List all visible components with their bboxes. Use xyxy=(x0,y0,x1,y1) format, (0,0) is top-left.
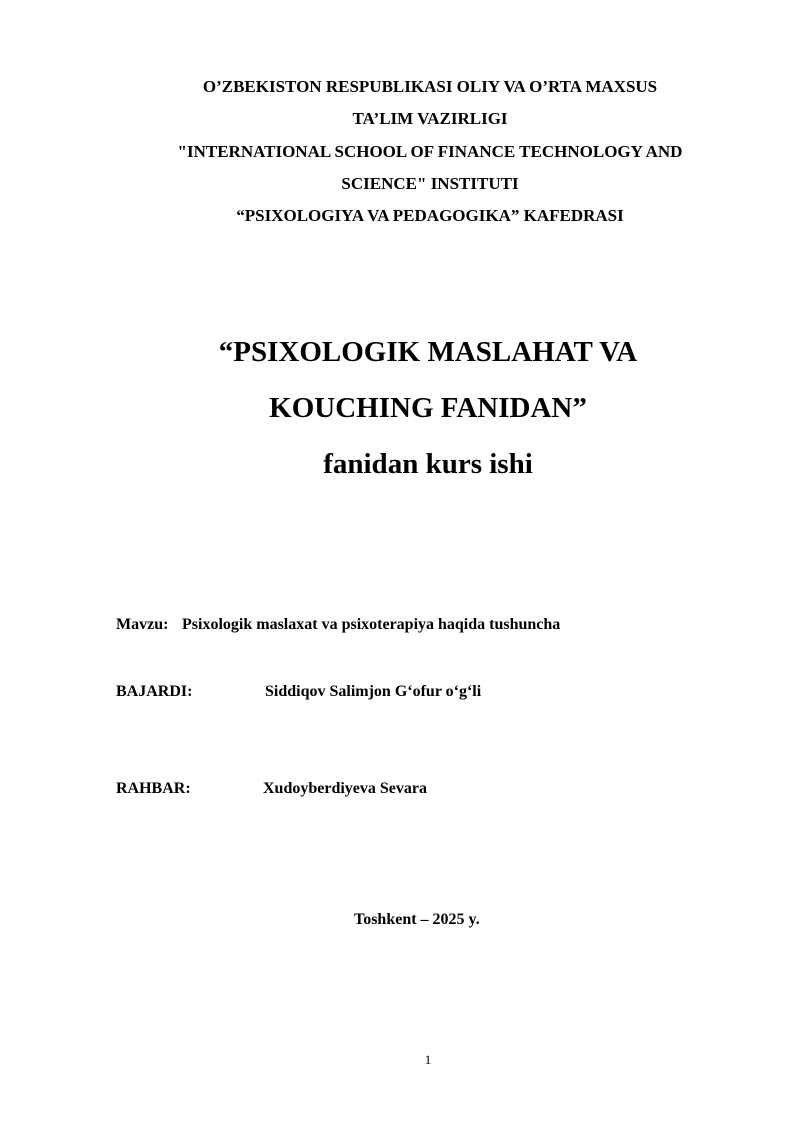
author-name: Siddiqov Salimjon G‘ofur o‘g‘li xyxy=(265,683,482,700)
institute-line-2: SCIENCE" INSTITUTI xyxy=(341,174,519,193)
supervisor-name: Xudoyberdiyeva Sevara xyxy=(263,780,427,797)
topic-value: Psixologik maslaxat va psixoterapiya haqida tushuncha xyxy=(182,616,561,633)
supervisor-label: RAHBAR: xyxy=(116,780,191,797)
city-year: Toshkent – 2025 y. xyxy=(354,911,480,928)
institute-line-1: "INTERNATIONAL SCHOOL OF FINANCE TECHNOLOGY AND xyxy=(177,142,683,161)
course-title-line-1: “PSIXOLOGIK MASLAHAT VA xyxy=(218,336,638,368)
ministry-line-2: TA’LIM VAZIRLIGI xyxy=(352,109,508,128)
page-number: 1 xyxy=(424,1052,432,1067)
course-title-line-2: KOUCHING FANIDAN” xyxy=(269,392,587,424)
course-work-label: fanidan kurs ishi xyxy=(323,448,533,480)
ministry-line-1: O’ZBEKISTON RESPUBLIKASI OLIY VA O’RTA MAXSUS xyxy=(202,77,658,96)
author-label: BAJARDI: xyxy=(116,683,193,700)
department-name: “PSIXOLOGIYA VA PEDAGOGIKA” KAFEDRASI xyxy=(236,206,624,225)
topic-label: Mavzu: xyxy=(116,616,169,633)
